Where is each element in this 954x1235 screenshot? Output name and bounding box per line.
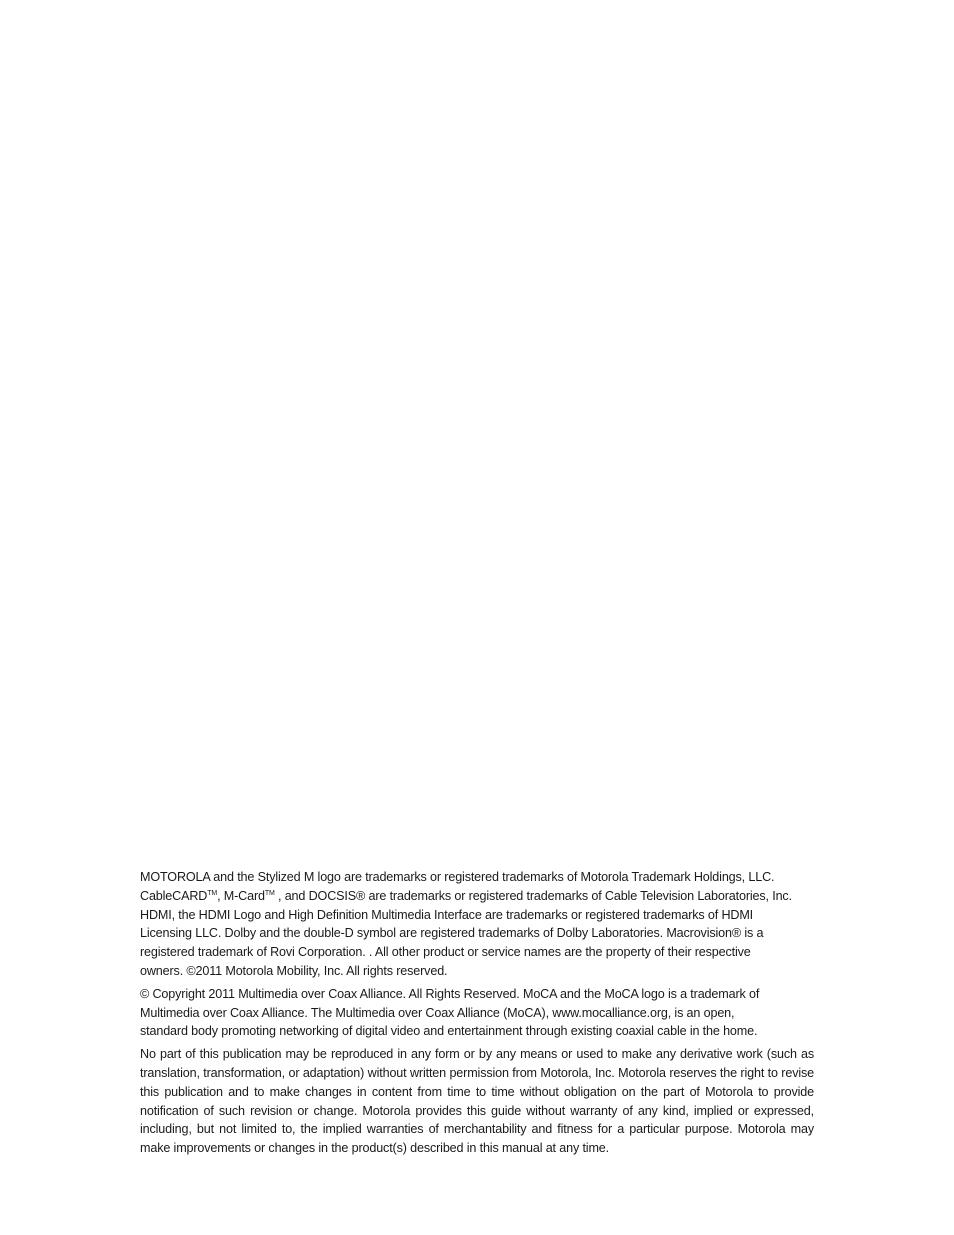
moca-line: standard body promoting networking of digital video and entertainment through existing coaxial cable in the home. — [140, 1024, 758, 1039]
cablecard-text: CableCARD — [140, 888, 208, 903]
mcard-text: , M-Card — [217, 888, 265, 903]
moca-copyright-paragraph — [140, 985, 814, 1041]
docsis-text: , and DOCSIS® are trademarks or registered trademarks of Cable Television Laboratories, Inc. — [274, 888, 792, 903]
trademark-line — [140, 887, 814, 906]
trademark-line: HDMI, the HDMI Logo and High Definition Multimedia Interface are trademarks or registered trademarks of HDMI — [140, 907, 754, 922]
trademark-line: registered trademark of Rovi Corporation. . All other product or service names are the property of their respective — [140, 945, 751, 960]
trademark-line: Licensing LLC. Dolby and the double-D symbol are registered trademarks of Dolby Laboratories. Macrovision® is a — [140, 926, 764, 941]
legal-notice — [140, 868, 814, 1162]
trademark-line: owners. ©2011 Motorola Mobility, Inc. All rights reserved. — [140, 963, 448, 978]
moca-line: Multimedia over Coax Alliance. The Multimedia over Coax Alliance (MoCA), www.mocalliance.org, is an open, — [140, 1005, 735, 1020]
moca-line: © Copyright 2011 Multimedia over Coax Alliance. All Rights Reserved. MoCA and the MoCA logo is a trademark of — [140, 986, 760, 1001]
trademark-paragraph — [140, 868, 814, 981]
trademark-symbol: TM — [264, 889, 275, 897]
trademark-line: MOTOROLA and the Stylized M logo are trademarks or registered trademarks of Motorola Trademark Holdings, LLC. — [140, 870, 775, 884]
trademark-symbol: TM — [207, 889, 218, 897]
disclaimer-paragraph: No part of this publication may be reproduced in any form or by any means or used to make any derivative work (such as translation, transformation, or adaptation) without written permission from Motorola, Inc. Motorola reserves the right to revise this publication and to make changes in content from time to time without obligation on the part of Motorola to provide notification of such revision or change. Motorola provides this guide without warranty of any kind, implied or expressed, including, but not limited to, the implied warranties of merchantability and fitness for a particular purpose. Motorola may make improvements or changes in the product(s) described in this manual at any time. — [140, 1047, 814, 1156]
